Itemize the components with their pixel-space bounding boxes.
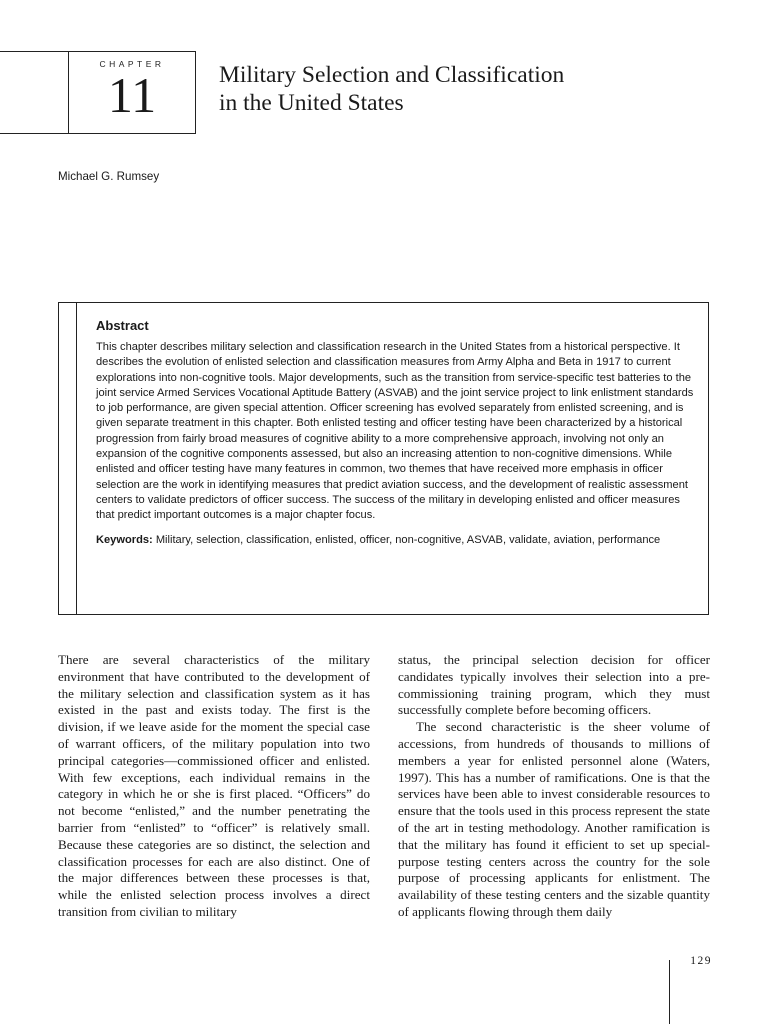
chapter-title-line-1: Military Selection and Classification [219, 62, 565, 88]
chapter-title [219, 61, 739, 117]
header-rule-top [0, 51, 196, 52]
body-column-left [58, 652, 370, 921]
header-rule-bottom [0, 133, 196, 134]
body-paragraph: status, the principal selection decision for officer candidates typically involves their selection into a pre-commissioning training program, which they must successfully complete before becoming officers. [398, 652, 710, 718]
body-paragraph: The second characteristic is the sheer volume of accessions, from hundreds of thousands to millions of members a year for enlisted personnel alone (Waters, 1997). This has a number of ramifications. One is that the services have been able to invest considerable resources to ensure that the tools used in this process represent the state of the art in testing methodology. Another ramification is that the military has found it efficient to set up special-purpose testing centers across the country for the sole purpose of processing applicants for enlistment. The availability of these testing centers and the sizable quantity of applicants flowing through them daily [398, 719, 710, 919]
abstract-inner-rule [76, 302, 77, 615]
chapter-label: CHAPTER [99, 59, 165, 69]
body-paragraph: There are several characteristics of the military environment that have contributed to the development of the military selection and classification system as it has existed in the past and exists today. The first is the division, if we leave aside for the moment the special case of warrant officers, of the military population into two principal categories—commissioned officer and enlisted. With few exceptions, each individual remains in the category in which he or she is first placed. “Officers” do not become “enlisted,” and the number penetrating the barrier from “enlisted” to “officer” is relatively small. Because these categories are so distinct, the selection and classification processes for each are also distinct. One of the major differences between these processes is that, while the enlisted selection process involves a direct transition from civilian to military [58, 652, 370, 919]
chapter-number: 11 [107, 67, 157, 123]
abstract-content [96, 317, 696, 548]
author-name: Michael G. Rumsey [58, 170, 160, 183]
body-column-right [398, 652, 710, 921]
keywords-text: Military, selection, classification, enlisted, officer, non-cognitive, ASVAB, validate, aviation, performance [155, 533, 661, 546]
keywords [96, 533, 696, 548]
page-number-rule [669, 960, 670, 1024]
abstract-text: This chapter describes military selection and classification research in the United States from a historical perspective. It describes the evolution of enlisted selection and classification measures from Army Alpha and Beta in 1917 to current explorations into non-cognitive tools. Major developments, such as the transition from service-specific test batteries to the joint service Armed Services Vocational Aptitude Battery (ASVAB) and the joint service project to link enlistment standards to job performance, are given special attention. Officer screening has evolved separately from enlisted screening, and is given separate treatment in this chapter. Both enlisted testing and officer testing have been characterized by a historical progression from fairly broad measures of cognitive ability to a more comprehensive approach, involving not only an expansion of the cognitive components assessed, but also an increasing attention to non-cognitive dimensions. While enlisted and officer testing have many features in common, two themes that have received more emphasis in officer selection are the work in identifying measures that predict aviation success, and the development of realistic assessment centers to validate predictors of officer success. The success of the military in developing enlisted and officer measures that predict important outcomes is a major chapter focus. [96, 341, 694, 522]
abstract-heading: Abstract [96, 318, 149, 333]
keywords-label: Keywords: [96, 533, 153, 546]
page-number: 129 [690, 955, 712, 967]
chapter-title-line-2: in the United States [219, 90, 404, 116]
